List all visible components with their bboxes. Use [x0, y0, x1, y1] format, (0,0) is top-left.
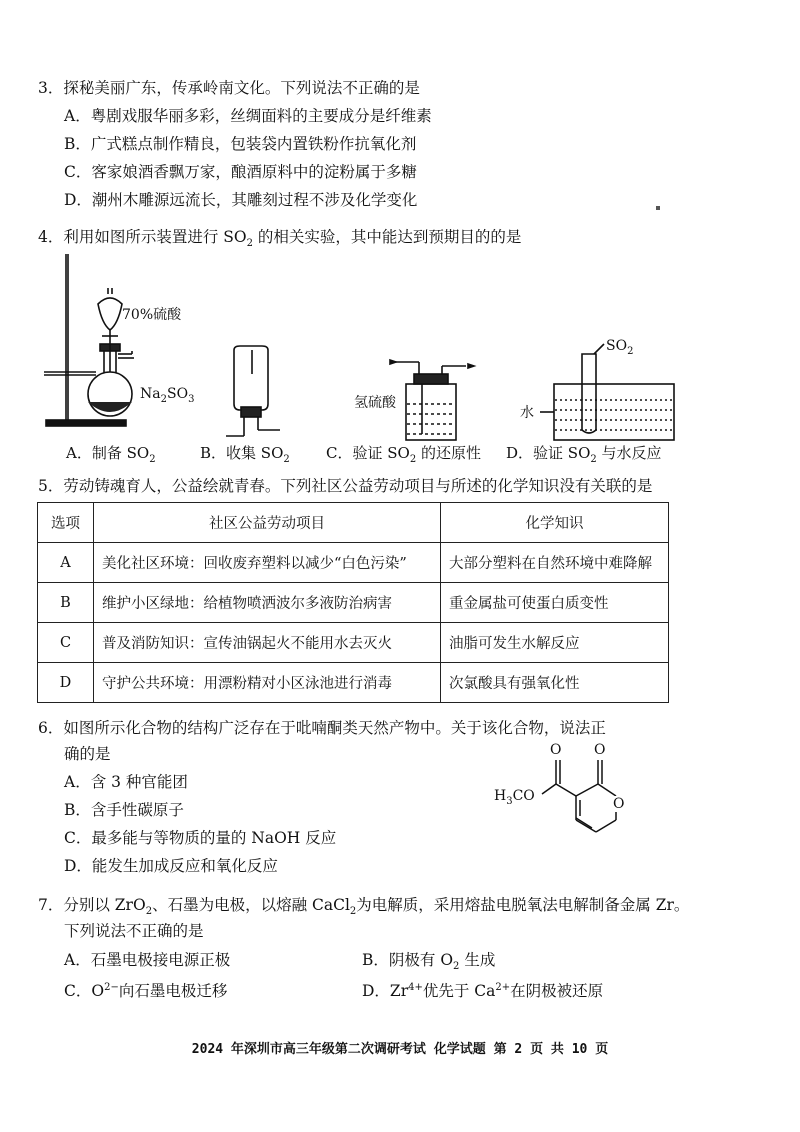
pyranone-structure: [488, 742, 638, 857]
row-c-project: 普及消防知识：宣传油锅起火不能用水去灭火: [94, 623, 441, 663]
row-a-label: A: [38, 543, 94, 583]
q7-option-a: A．石墨电极接电源正极: [64, 951, 231, 969]
row-b-project: 维护小区绿地：给植物喷洒波尔多液防治病害: [94, 583, 441, 623]
q4-apparatus-figure: [36, 254, 686, 464]
header-option: 选项: [38, 503, 94, 543]
header-project: 社区公益劳动项目: [94, 503, 441, 543]
q6-stem-line2: 确的是: [64, 745, 111, 763]
label-so2: $SO_2$: [606, 338, 634, 357]
q7-option-b: B．阴极有 $O_2$ 生成: [362, 951, 496, 973]
table-row: [38, 663, 669, 703]
page-footer: 2024 年深圳市高三年级第二次调研考试 化学试题 第 2 页 共 10 页: [191, 1042, 609, 1057]
label-water: 水: [520, 405, 534, 421]
q3-option-c: C．客家娘酒香飘万家，酿酒原料中的淀粉属于多糖: [64, 163, 417, 181]
row-a-knowledge: 大部分塑料在自然环境中难降解: [441, 543, 669, 583]
q3-option-b: B．广式糕点制作精良，包装袋内置铁粉作抗氧化剂: [64, 135, 417, 153]
row-c-label: C: [38, 623, 94, 663]
atom-o-ring: O: [613, 796, 625, 812]
q3-option-d: D．潮州木雕源远流长，其雕刻过程不涉及化学变化: [64, 191, 418, 209]
q6-option-c: C．最多能与等物质的量的 NaOH 反应: [64, 829, 337, 847]
caption-c: C．验证 $SO_2$ 的还原性: [326, 444, 481, 465]
row-d-knowledge: 次氯酸具有强氧化性: [441, 663, 669, 703]
q6-option-b: B．含手性碳原子: [64, 801, 184, 819]
q7-stem-line2: 下列说法不正确的是: [64, 922, 204, 940]
row-b-knowledge: 重金属盐可使蛋白质变性: [441, 583, 669, 623]
row-b-label: B: [38, 583, 94, 623]
atom-o-ester: O: [550, 742, 562, 758]
q4-stem: 4．利用如图所示装置进行 $SO_2$ 的相关实验，其中能达到预期目的的是: [38, 228, 522, 250]
caption-d: D．验证 $SO_2$ 与水反应: [506, 444, 662, 465]
label-70-sulfuric-acid: 70%硫酸: [122, 307, 182, 323]
q5-stem: 5．劳动铸魂育人，公益绘就青春。下列社区公益劳动项目与所述的化学知识没有关联的是: [38, 477, 653, 495]
label-sodium-sulfite: $Na_2SO_3$: [140, 386, 195, 405]
row-d-label: D: [38, 663, 94, 703]
q7-option-d: D．$Zr^{4+}$优先于 $Ca^{2+}$在阴极被还原: [362, 982, 604, 1001]
apparatus-drawing: [36, 254, 686, 464]
caption-a: A．制备 $SO_2$: [66, 444, 156, 465]
row-a-project: 美化社区环境：回收废弃塑料以减少“白色污染”: [94, 543, 441, 583]
q6-stem-line1: 6．如图所示化合物的结构广泛存在于吡喃酮类天然产物中。关于该化合物，说法正: [38, 719, 606, 737]
q7-option-c: C．$O^{2-}$向石墨电极迁移: [64, 982, 228, 1001]
row-d-project: 守护公共环境：用漂粉精对小区泳池进行消毒: [94, 663, 441, 703]
caption-b: B．收集 $SO_2$: [200, 444, 290, 465]
q6-option-a: A．含 3 种官能团: [64, 773, 188, 791]
q3-stem: 3．探秘美丽广东，传承岭南文化。下列说法不正确的是: [38, 79, 420, 97]
atom-o-ketone: O: [594, 742, 606, 758]
row-c-knowledge: 油脂可发生水解反应: [441, 623, 669, 663]
table-row: [38, 623, 669, 663]
table-header-row: [38, 503, 669, 543]
scan-mark: [656, 206, 660, 210]
methoxy-group: $H_3CO$: [494, 788, 535, 807]
q5-table: [37, 502, 669, 703]
q6-option-d: D．能发生加成反应和氧化反应: [64, 857, 278, 875]
header-knowledge: 化学知识: [441, 503, 669, 543]
table-row: [38, 543, 669, 583]
label-hydrosulfuric-acid: 氢硫酸: [354, 395, 396, 411]
table-row: [38, 583, 669, 623]
q7-stem-line1: 7．分别以 ZrO$_2$、石墨为电极，以熔融 CaCl$_2$为电解质，采用熔盐电脱氧法电解制备金属 Zr。: [38, 896, 690, 918]
q3-option-a: A．粤剧戏服华丽多彩，丝绸面料的主要成分是纤维素: [64, 107, 432, 125]
